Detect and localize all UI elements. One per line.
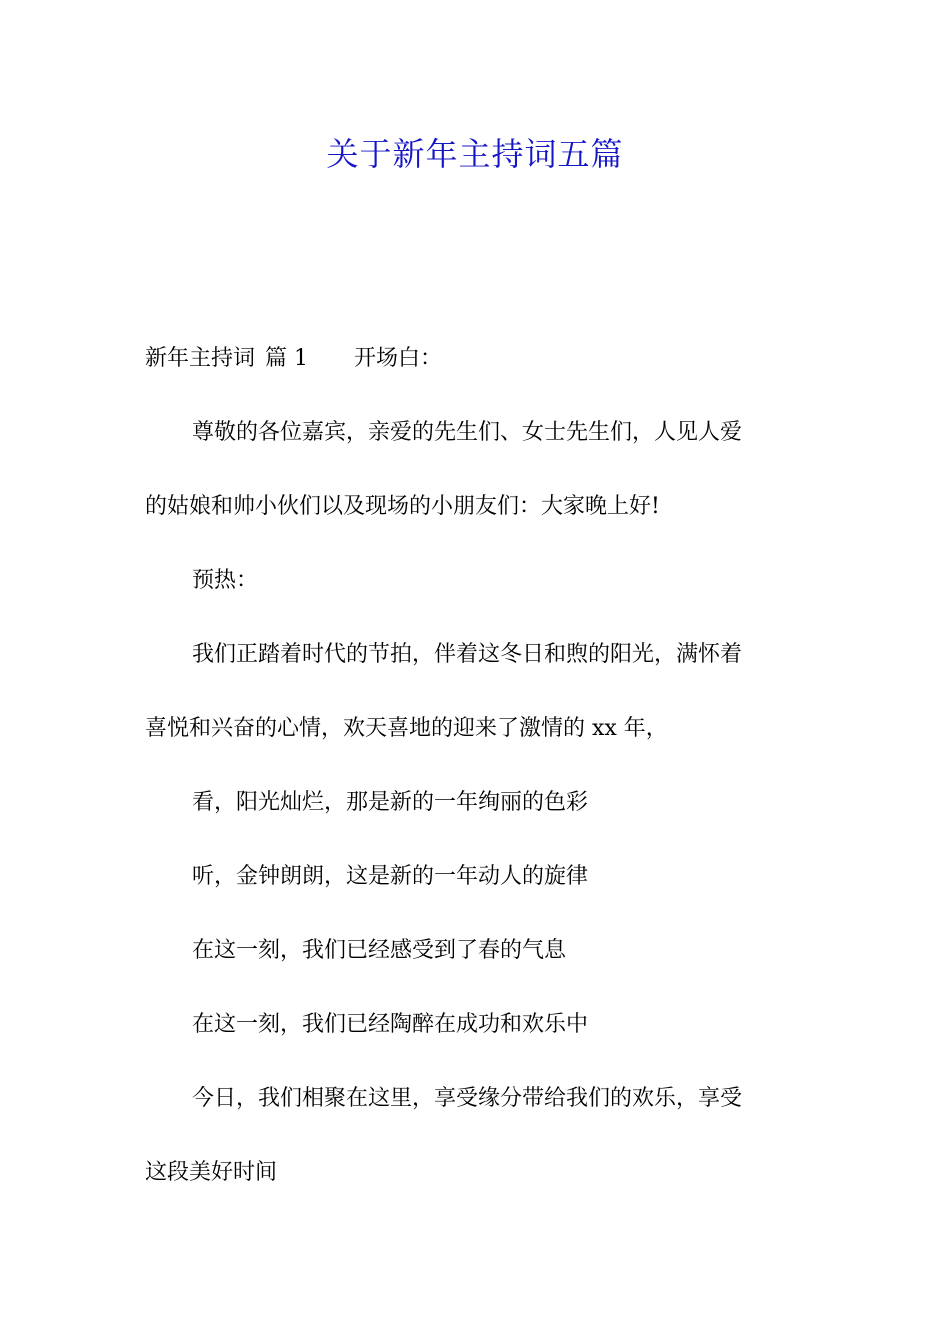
section-subheading: 开场白： xyxy=(354,346,443,371)
document-body xyxy=(145,334,810,1222)
paragraph-line: 预热： xyxy=(192,568,259,593)
paragraph-line: 听，金钟朗朗，这是新的一年动人的旋律 xyxy=(192,864,589,889)
paragraph-line: 今日，我们相聚在这里，享受缘分带给我们的欢乐，享受 xyxy=(192,1086,743,1111)
paragraph-line: 在这一刻，我们已经感受到了春的气息 xyxy=(192,938,567,963)
section-heading xyxy=(145,334,810,408)
section-heading-text: 新年主持词 xyxy=(145,346,256,371)
document-title: 关于新年主持词五篇 xyxy=(326,135,624,173)
paragraph-line: 尊敬的各位嘉宾，亲爱的先生们、女士先生们，人见人爱 xyxy=(192,420,743,445)
paragraph-line: 喜悦和兴奋的心情，欢天喜地的迎来了激情的 xx 年， xyxy=(145,716,668,741)
paragraph-line: 的姑娘和帅小伙们以及现场的小朋友们：大家晚上好! xyxy=(145,494,660,519)
paragraph-line: 在这一刻，我们已经陶醉在成功和欢乐中 xyxy=(192,1012,589,1037)
paragraph-line: 我们正踏着时代的节拍，伴着这冬日和煦的阳光，满怀着 xyxy=(192,642,743,667)
paragraph-line: 看，阳光灿烂，那是新的一年绚丽的色彩 xyxy=(192,790,589,815)
paragraph-line: 这段美好时间 xyxy=(145,1160,278,1185)
section-number: 篇 1 xyxy=(265,346,309,371)
